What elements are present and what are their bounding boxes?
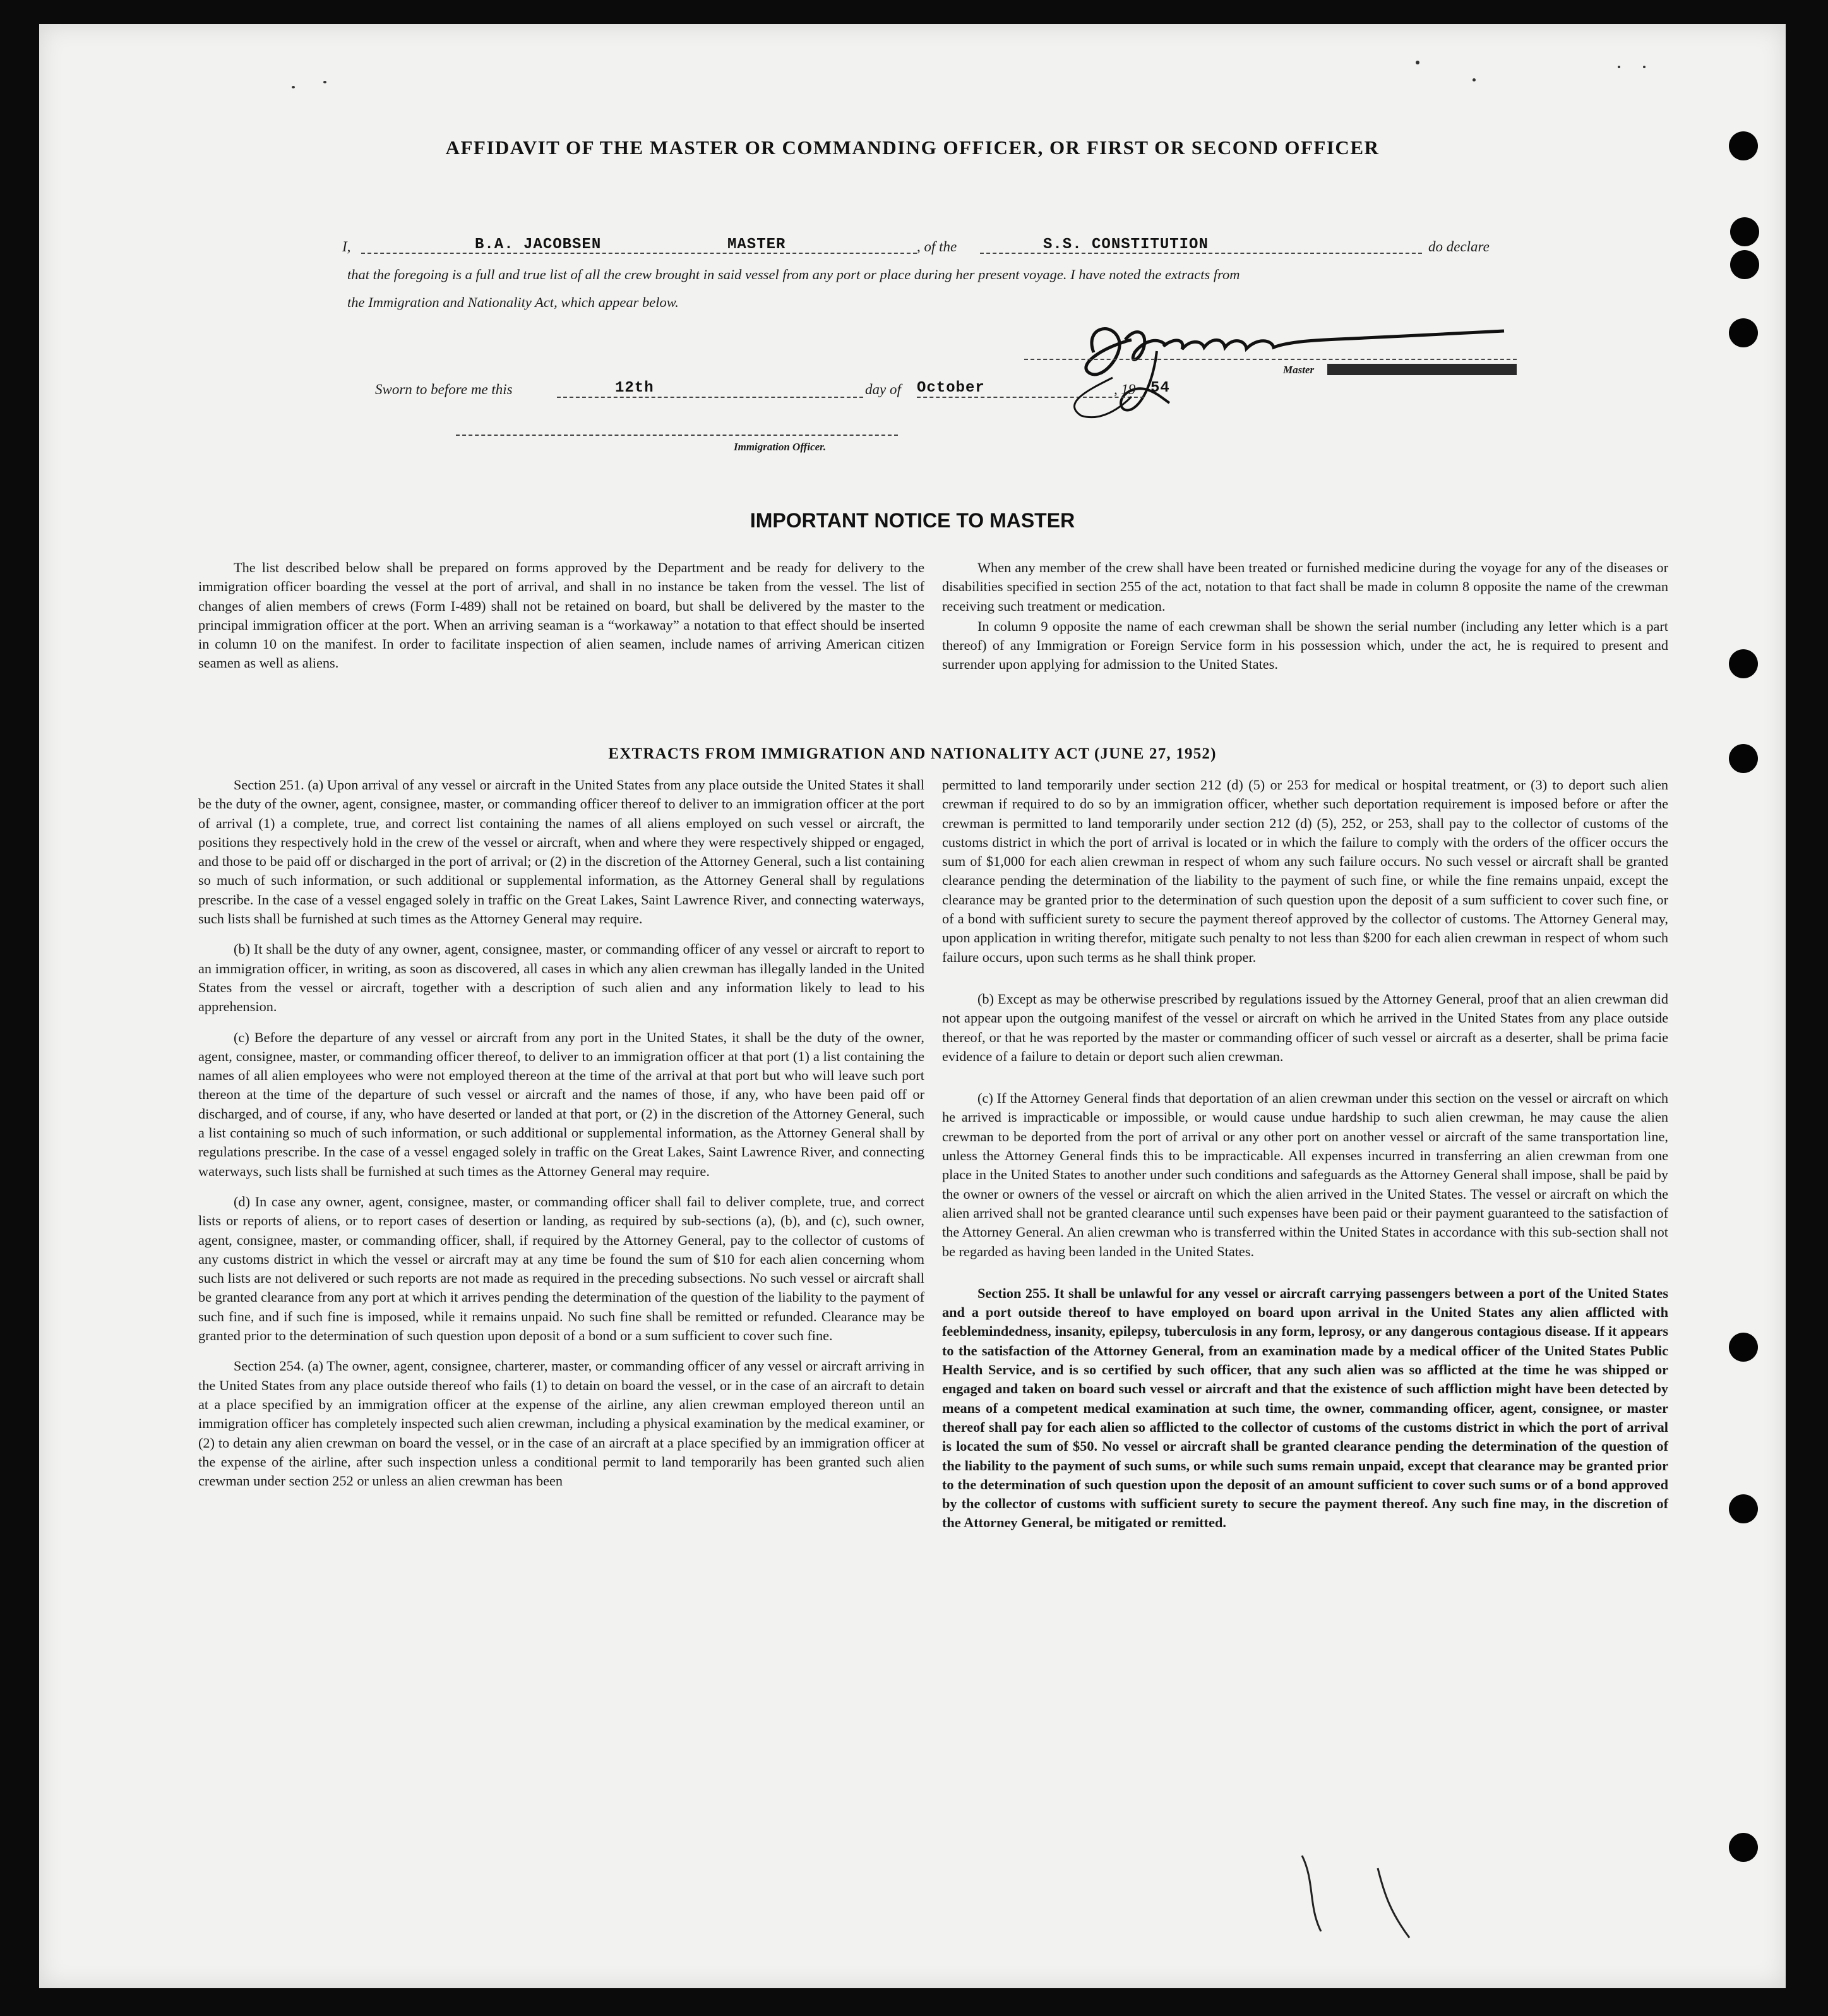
section-251b: (b) It shall be the duty of any owner, agent, consignee, master, or commanding officer of any vessel or aircraft to report to an immigration officer, in writing, as soon as discovered, all cases in which any alien crewman has illegally landed in the United States from the vessel or aircraft, together with a description of such alien and any information likely to lead to his apprehension. <box>198 941 924 1015</box>
declaration-line-2: the Immigration and Nationality Act, which appear below. <box>347 294 679 310</box>
punch-hole <box>1729 1494 1758 1523</box>
i-prefix: I, <box>342 239 351 255</box>
section-251c: (c) Before the departure of any vessel or aircraft from any port in the United States, it shall be the duty of the owner, agent, consignee, master, or commanding officer thereof, to deliver to an immigration officer at that port (1) a list containing the names of all alien employees who were not employed thereon at the time of the arrival at that port but who will leave such port thereon at the time of the departure of such vessel or aircraft and the names of those, if any, who have been paid off or discharged, and of course, if any, who have deserted or landed at that port, or (2) in the discretion of the Attorney General, such a list containing so much of such information, or such additional or supplemental information, as the Attorney General shall by regulations prescribe. In the case of a vessel engaged solely in traffic on the Great Lakes, Saint Lawrence River, and connecting waterways, such lists shall be furnished at such times as the Attorney General may require. <box>198 1029 924 1179</box>
master-rank: MASTER <box>727 236 786 253</box>
sworn-prefix: Sworn to before me this <box>375 381 513 397</box>
punch-hole <box>1729 318 1758 347</box>
struck-out-title <box>1327 364 1517 375</box>
section-255: Section 255. It shall be unlawful for any vessel or aircraft carrying passengers between a port of the United States and a port outside thereof to have employed on board upon arrival in the United States any alien afflicted with feeblemindedness, insanity, epilepsy, tuberculosis in any form, leprosy, or any dangerous contagious disease. If it appears to the satisfaction of the Attorney General, from an examination made by a medical officer of the United States Public Health Service, and is so certified by such officer, that any such alien was so afflicted at the time he was shipped or engaged and taken on board such vessel or aircraft and that the existence of such affliction might have been detected by means of a competent medical examination at such time, the owner, commanding officer, agent, consignee, or master thereof shall pay for each alien so afflicted to the collector of customs of the customs district in which the port of arrival is located the sum of $50. No vessel or aircraft shall be granted clearance pending the determination of the question of the liability to the payment of such sums, or while such sums remain unpaid, except that clearance may be granted prior to the determination of such question upon the deposit of an amount sufficient to cover such sums or of a bond approved by the collector of customs with sufficient surety to secure the payment thereof. Any such fine may, in the discretion of the Attorney General, be mitigated or remitted. <box>942 1285 1668 1531</box>
punch-hole <box>1729 1333 1758 1362</box>
paper-speck <box>1618 66 1620 68</box>
section-254c: (c) If the Attorney General finds that deportation of an alien crewman under this section on the vessel or aircraft on which he arrived is impracticable or impossible, or would cause undue hardship to such alien crewman, he may cause the alien crewman to be deported from the port of arrival or any other port on another vessel or aircraft of the same transportation line, unless the Attorney General finds this to be impracticable. All expenses incurred in transferring an alien crewman from one place in the United States to another under such conditions and safeguards as the Attorney General shall impose, shall be paid by the owner or owners of the vessel or aircraft on which the alien arrived in the United States. The vessel or aircraft on which the alien arrived shall not be granted clearance until such expenses have been paid or their payment guaranteed to the satisfaction of the Attorney General. An alien crewman who is transferred within the United States in accordance with this sub-section shall not be regarded as having been landed in the United States. <box>942 1090 1668 1259</box>
sworn-month: October <box>917 380 985 397</box>
notice-right-paragraph-2: In column 9 opposite the name of each crewman shall be shown the serial number (including any letter which is a part thereof) of any Immigration or Foreign Service form in his possession which, under the act, he is required to present and surrender upon applying for admission to the United States. <box>942 618 1668 673</box>
officer-signature-line <box>456 435 898 436</box>
paper-speck <box>1416 61 1419 64</box>
punch-hole <box>1729 1833 1758 1862</box>
section-251a: Section 251. (a) Upon arrival of any vessel or aircraft in the United States from any place outside the United States it shall be the duty of the owner, agent, consignee, master, or commanding officer thereof to deliver to an immigration officer at the port of arrival (1) a complete, true, and correct list containing the names of all aliens employed on such vessel or aircraft, the positions they respectively hold in the crew of the vessel or aircraft, when and where they were respectively shipped or engaged, and those to be paid off or discharged in the port of arrival; or (2) in the discretion of the Attorney General, such a list containing so much of such information, or such additional or supplemental information, as the Attorney General shall by regulations prescribe. In the case of a vessel engaged solely in traffic on the Great Lakes, Saint Lawrence River, and connecting waterways, such lists shall be furnished at such times as the Attorney General may require. <box>198 777 924 927</box>
signature-line <box>1024 359 1517 360</box>
pen-stroke <box>1049 371 1150 422</box>
paper-speck <box>1643 66 1646 68</box>
name-blank <box>361 253 917 254</box>
day-blank <box>557 397 863 398</box>
extracts-title: EXTRACTS FROM IMMIGRATION AND NATIONALITY ACT (JUNE 27, 1952) <box>608 745 1217 762</box>
notice-right-paragraph-1: When any member of the crew shall have been treated or furnished medicine during the voyage for any of the diseases or disabilities specified in section 255 of the act, notation to that fact shall be made in column 8 opposite the name of the crewman receiving such treatment or medication. <box>942 560 1668 614</box>
affidavit-title: AFFIDAVIT OF THE MASTER OR COMMANDING OFFICER, OR FIRST OR SECOND OFFICER <box>445 136 1380 159</box>
extracts-right-column <box>942 776 1668 1544</box>
paper-speck <box>323 81 326 83</box>
of-the-text: , of the <box>917 239 957 255</box>
section-254b: (b) Except as may be otherwise prescribed by regulations issued by the Attorney General, proof that an alien crewman did not appear upon the outgoing manifest of the vessel or aircraft on which he arrived in the United States from any place outside thereof, or that he was reported by the master or commanding officer of such vessel or aircraft as a deserter, shall be prima facie evidence of a failure to detain or deport such alien crewman. <box>942 990 1668 1064</box>
do-declare-text: do declare <box>1428 239 1490 255</box>
sworn-day: 12th <box>615 380 654 397</box>
punch-hole <box>1729 649 1758 678</box>
master-label: Master <box>1283 364 1315 376</box>
notice-right-column <box>942 558 1668 686</box>
vessel-name: S.S. CONSTITUTION <box>1043 236 1209 253</box>
pen-marks <box>1289 1843 1428 1944</box>
notice-left-paragraph: The list described below shall be prepared on forms approved by the Department and be ready for delivery to the immigration officer boarding the vessel at the port of arrival, and shall in no instance be taken from the vessel. The list of changes of alien members of crews (Form I-489) shall not be retained on board, but shall be delivered by the master to the principal immigration officer at the port. When an arriving seaman is a “workaway” a notation to that effect should be inserted in column 10 on the manifest. In order to facilitate inspection of alien seamen, include names of arriving American citizen seamen as well as aliens. <box>198 560 924 671</box>
section-254a: Section 254. (a) The owner, agent, consignee, charterer, master, or commanding officer of any vessel or aircraft arriving in the United States from any place outside thereof who fails (1) to detain on board the vessel, or in the case of an aircraft to detain at a place specified by an immigration officer at the expense of the airline, any alien crewman employed thereon until an immigration officer has completely inspected such alien crewman, including a physical examination by the medical examiner, or (2) to detain any alien crewman on board the vessel, or in the case of an aircraft at a place specified by an immigration officer at the expense of the airline, after such inspection unless a conditional permit to land temporarily has been granted such alien crewman under section 252 or unless an alien crewman has been <box>198 1358 924 1489</box>
paper-speck <box>1473 78 1476 81</box>
section-251d: (d) In case any owner, agent, consignee, master, or commanding officer shall fail to deliver complete, true, and correct lists or reports of aliens, or to report cases of desertion or landing, as required by sub-sections (a), (b), and (c), such owner, agent, consignee, master, or commanding officer, shall, if required by the Attorney General, pay to the collector of customs of any customs district in which the vessel or aircraft may at any time be found the sum of $10 for each alien concerning whom such lists are not delivered or such reports are not made as required in the preceding subsections. No such vessel or aircraft shall be granted clearance from any port at which it arrives pending the determination of the question of the liability to the payment of such fine, and if such fine is imposed, while it remains unpaid. No such fine shall be remitted or refunded. Clearance may be granted prior to the determination of such question upon deposit of a bond or a sum sufficient to cover such fine. <box>198 1193 924 1344</box>
declaration-line-1: that the foregoing is a full and true list of all the crew brought in said vessel from any port or place during her present voyage. I have noted the extracts from <box>347 267 1240 282</box>
sworn-year-suffix: 54 <box>1150 380 1170 397</box>
day-of-text: day of <box>865 381 901 397</box>
year-prefix: , 19 <box>1114 381 1136 397</box>
document-page <box>39 24 1786 1988</box>
notice-left-column <box>198 558 924 685</box>
officer-label: Immigration Officer. <box>734 441 827 453</box>
extracts-left-column <box>198 776 924 1502</box>
punch-hole <box>1730 217 1759 246</box>
section-254a-continued: permitted to land temporarily under section 212 (d) (5) or 253 for medical or hospital treatment, or (3) to deport such alien crewman if required to do so by an immigration officer, whether such deportation requirement is imposed before or after the crewman is permitted to land temporarily under section 212 (d) (5), 252, or 253, shall pay to the collector of customs of the customs district in which the port of arrival is located or in which the failure to comply with the orders of the officer occurs the sum of $1,000 for each alien crewman in respect of whom any such failure occurs. No such vessel or aircraft shall be granted clearance pending the determination of the liability to the payment of such fine, or while the fine remains unpaid, except the clearance may be granted prior to the determination of such question upon the deposit of a sum sufficient to cover such fine, or of a bond with sufficient surety to secure the payment thereof approved by the collector of customs. The Attorney General may, upon application in writing therefor, mitigate such penalty to not less than $200 for each alien crewman in respect of whom such failure occurs, upon such terms as he shall think proper. <box>942 777 1668 965</box>
punch-hole <box>1730 250 1759 279</box>
paper-speck <box>292 86 295 88</box>
master-name: B.A. JACOBSEN <box>475 236 602 253</box>
notice-title: IMPORTANT NOTICE TO MASTER <box>750 509 1075 532</box>
